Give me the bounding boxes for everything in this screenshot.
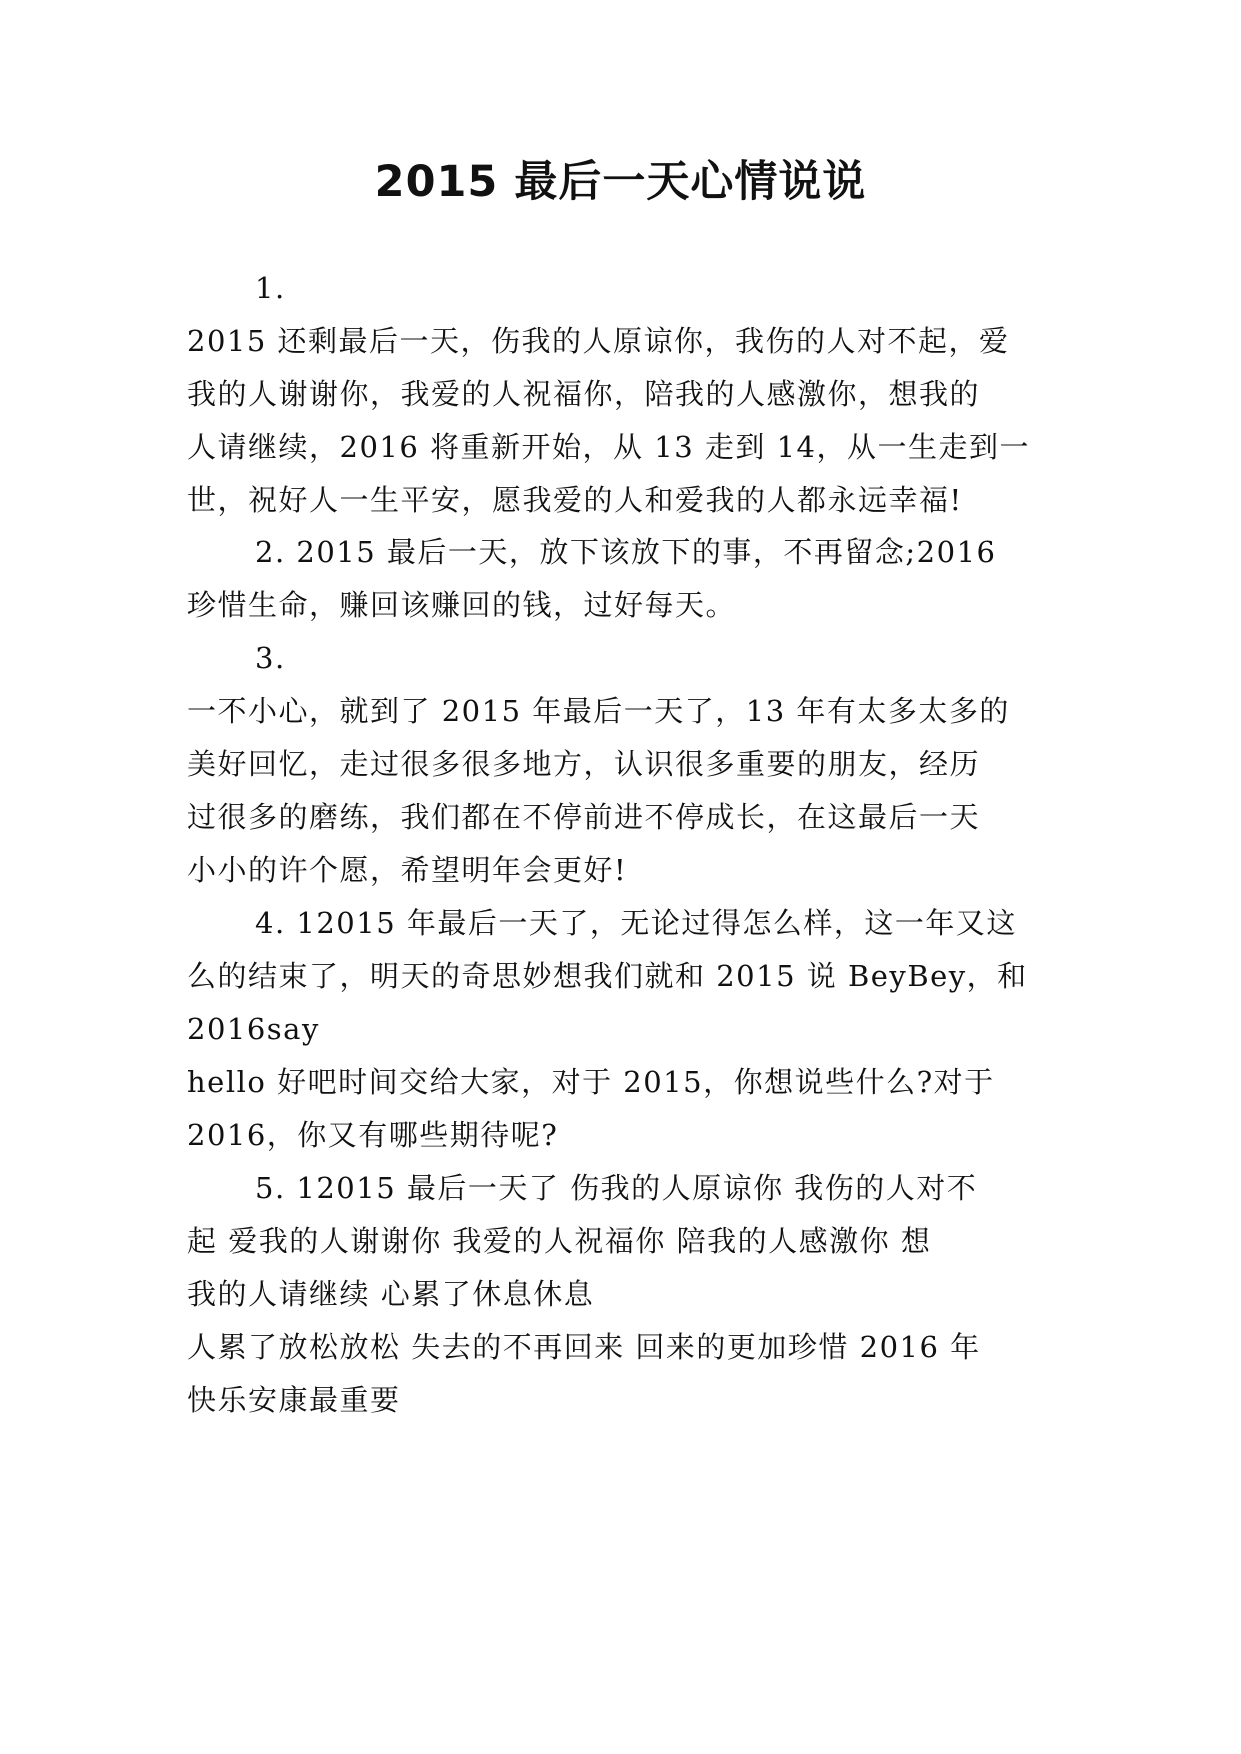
paragraph-line: 我的人谢谢你，我爱的人祝福你，陪我的人感激你，想我的 bbox=[187, 377, 981, 411]
paragraph-line: 珍惜生命，赚回该赚回的钱，过好每天。 bbox=[187, 588, 737, 622]
paragraph-line: 人请继续，2016 将重新开始，从 13 走到 14，从一生走到一 bbox=[187, 430, 1030, 464]
paragraph-line: 一不小心，就到了 2015 年最后一天了，13 年有太多太多的 bbox=[187, 694, 1010, 728]
paragraph-line: 么的结束了，明天的奇思妙想我们就和 2015 说 BeyBey，和 bbox=[187, 959, 1028, 993]
paragraph-line: 过很多的磨练，我们都在不停前进不停成长，在这最后一天 bbox=[187, 800, 981, 834]
paragraph-line: 2015 还剩最后一天，伤我的人原谅你，我伤的人对不起，爱 bbox=[187, 324, 1010, 358]
paragraph-line: 人累了放松放松 失去的不再回来 回来的更加珍惜 2016 年 bbox=[187, 1330, 981, 1364]
paragraph-line: 4. 12015 年最后一天了，无论过得怎么样，这一年又这 bbox=[255, 906, 1017, 940]
paragraph-line: hello 好吧时间交给大家，对于 2015，你想说些什么?对于 bbox=[187, 1065, 995, 1099]
paragraph-line: 2016say bbox=[187, 1012, 320, 1046]
paragraph-line: 1. bbox=[255, 271, 286, 305]
paragraph-line: 5. 12015 最后一天了 伤我的人原谅你 我伤的人对不 bbox=[255, 1171, 978, 1205]
paragraph-line: 美好回忆，走过很多很多地方，认识很多重要的朋友，经历 bbox=[187, 747, 981, 781]
paragraph-line: 我的人请继续 心累了休息休息 bbox=[187, 1277, 595, 1311]
paragraph-line: 世，祝好人一生平安，愿我爱的人和爱我的人都永远幸福! bbox=[187, 483, 963, 517]
paragraph-line: 起 爱我的人谢谢你 我爱的人祝福你 陪我的人感激你 想 bbox=[187, 1224, 932, 1258]
paragraph-line: 小小的许个愿，希望明年会更好! bbox=[187, 853, 628, 887]
document-title: 2015 最后一天心情说说 bbox=[374, 157, 867, 207]
paragraph-line: 2. 2015 最后一天，放下该放下的事，不再留念;2016 bbox=[255, 535, 997, 569]
paragraph-line: 2016，你又有哪些期待呢? bbox=[187, 1118, 559, 1152]
paragraph-line: 3. bbox=[255, 641, 286, 675]
paragraph-line: 快乐安康最重要 bbox=[187, 1383, 401, 1417]
